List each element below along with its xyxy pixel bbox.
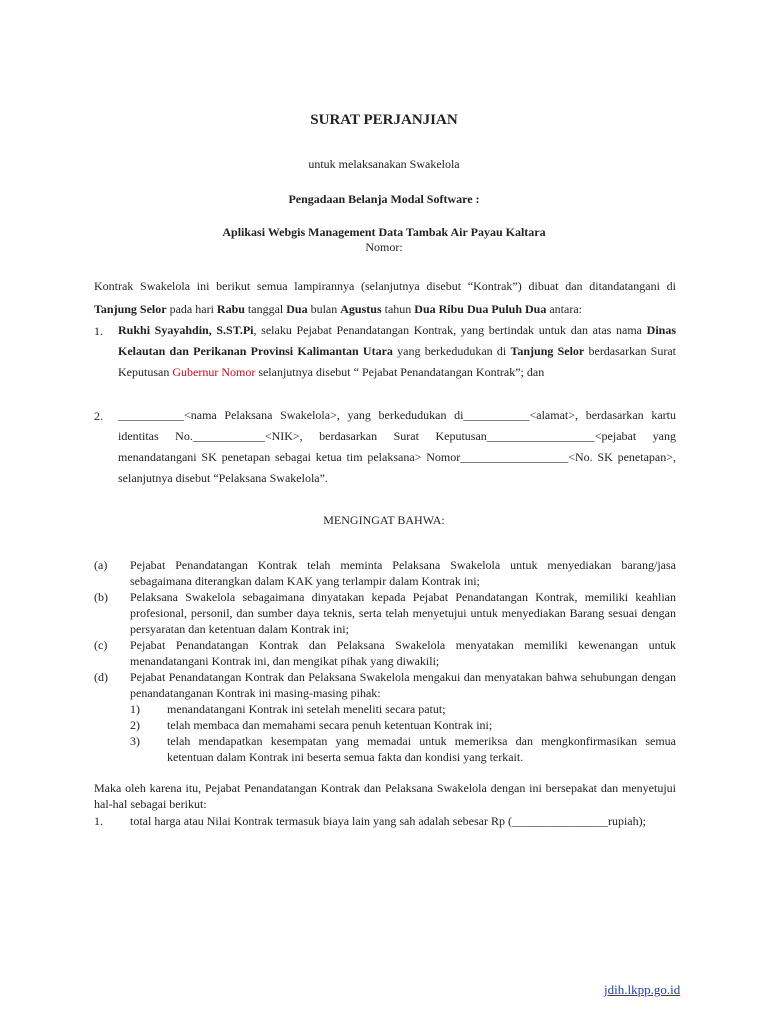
footer-link[interactable]: jdih.lkpp.go.id — [604, 982, 681, 997]
party1-paragraph — [118, 320, 676, 383]
subclause-label: 3) — [130, 734, 140, 748]
project-title-line2: Aplikasi Webgis Management Data Tambak Air Payau Kaltara — [222, 225, 546, 239]
subclause-label: 2) — [130, 718, 140, 732]
intro-text: pada hari — [166, 302, 217, 316]
intro-text: bulan — [307, 302, 341, 316]
intro-text: tahun — [381, 302, 415, 316]
clause-label: (a) — [94, 558, 108, 572]
intro-place: Tanjung Selor — [94, 302, 167, 316]
party2-number: 2. — [94, 409, 103, 423]
clause-label: (c) — [94, 638, 108, 652]
party1-location: Tanjung Selor — [510, 344, 585, 358]
party1-institution: Dinas Kelautan dan Perikanan Provinsi Kalimantan Utara — [118, 323, 676, 358]
intro-year: Dua Ribu Dua Puluh Dua — [414, 302, 547, 316]
intro-text: Kontrak Swakelola ini berikut semua lampirannya (selanjutnya disebut “Kontrak”) dibuat dan ditandatangani di — [94, 279, 676, 293]
document-subtitle: untuk melaksanakan Swakelola — [308, 157, 460, 171]
intro-day: Rabu — [216, 302, 245, 316]
clause-label: (b) — [94, 590, 108, 604]
clause-text: Pejabat Penandatangan Kontrak dan Pelaksana Swakelola menyatakan memiliki kewenangan untuk menandatangani Kontrak ini, dan mengikat pihak yang diwakili; — [130, 638, 676, 668]
intro-paragraph — [94, 275, 676, 321]
intro-text: tanggal — [244, 302, 287, 316]
clause-label: (d) — [94, 670, 108, 684]
party1-text: berdasarkan Surat Keputusan — [118, 344, 677, 379]
subclause-text: telah mendapatkan kesempatan yang memadai untuk memeriksa dan mengkonfirmasikan semua ketentuan dalam Kontrak ini beserta semua fakta dan kondisi yang terkait. — [167, 734, 676, 764]
party2-paragraph: ___________<nama Pelaksana Swakelola>, yang berkedudukan di___________<alamat>, berdasarkan kartu identitas No.____________<NIK>, berdasarkan Surat Keputusan__________________<pejabat yang menandatangani SK penetapan sebagai ketua tim pelaksana> Nomor__________________<No. SK penetapan>, selanjutnya disebut “Pelaksana Swakelola”. — [118, 408, 676, 485]
nomor-label: Nomor: — [365, 240, 403, 254]
subclause-text: menandatangani Kontrak ini setelah meneliti secara patut; — [167, 702, 446, 716]
project-title-line1: Pengadaan Belanja Modal Software : — [288, 192, 480, 206]
agreement-number: 1. — [94, 814, 103, 828]
clause-text: Pejabat Penandatangan Kontrak telah meminta Pelaksana Swakelola untuk menyediakan barang/jasa sebagaimana diterangkan dalam KAK yang terlampir dalam Kontrak ini; — [130, 558, 676, 588]
party1-text: yang berkedudukan di — [392, 344, 511, 358]
intro-date: Dua — [286, 302, 308, 316]
subclause-text: telah membaca dan memahami secara penuh ketentuan Kontrak ini; — [167, 718, 493, 732]
party1-text: , selaku Pejabat Penandatangan Kontrak, yang bertindak untuk dan atas nama — [253, 323, 647, 337]
party1-red-text: Gubernur Nomor — [172, 365, 256, 379]
agreement-text: total harga atau Nilai Kontrak termasuk biaya lain yang sah adalah sebesar Rp (________________rupiah); — [130, 814, 646, 828]
mengingat-heading: MENGINGAT BAHWA: — [323, 513, 445, 527]
clause-text: Pejabat Penandatangan Kontrak dan Pelaksana Swakelola mengakui dan menyatakan bahwa sehubungan dengan penandatanganan Kontrak ini masing-masing pihak: — [130, 670, 676, 700]
clause-text: Pelaksana Swakelola sebagaimana dinyatakan kepada Pejabat Penandatangan Kontrak, memiliki keahlian profesional, personil, dan sumber daya teknis, serta telah menyetujui untuk menyediakan Barang sesuai dengan persyaratan dan ketentuan dalam Kontrak ini; — [130, 590, 676, 636]
intro-month: Agustus — [340, 302, 382, 316]
subclause-label: 1) — [130, 702, 140, 716]
party1-number: 1. — [94, 324, 103, 338]
document-title: SURAT PERJANJIAN — [310, 112, 458, 128]
closing-paragraph: Maka oleh karena itu, Pejabat Penandatangan Kontrak dan Pelaksana Swakelola dengan ini bersepakat dan menyetujui hal-hal sebagai berikut: — [94, 781, 676, 811]
intro-text: antara: — [546, 302, 583, 316]
party1-text: selanjutnya disebut “ Pejabat Penandatangan Kontrak”; dan — [255, 365, 545, 379]
party1-name: Rukhi Syayahdin, S.ST.Pi — [118, 323, 254, 337]
